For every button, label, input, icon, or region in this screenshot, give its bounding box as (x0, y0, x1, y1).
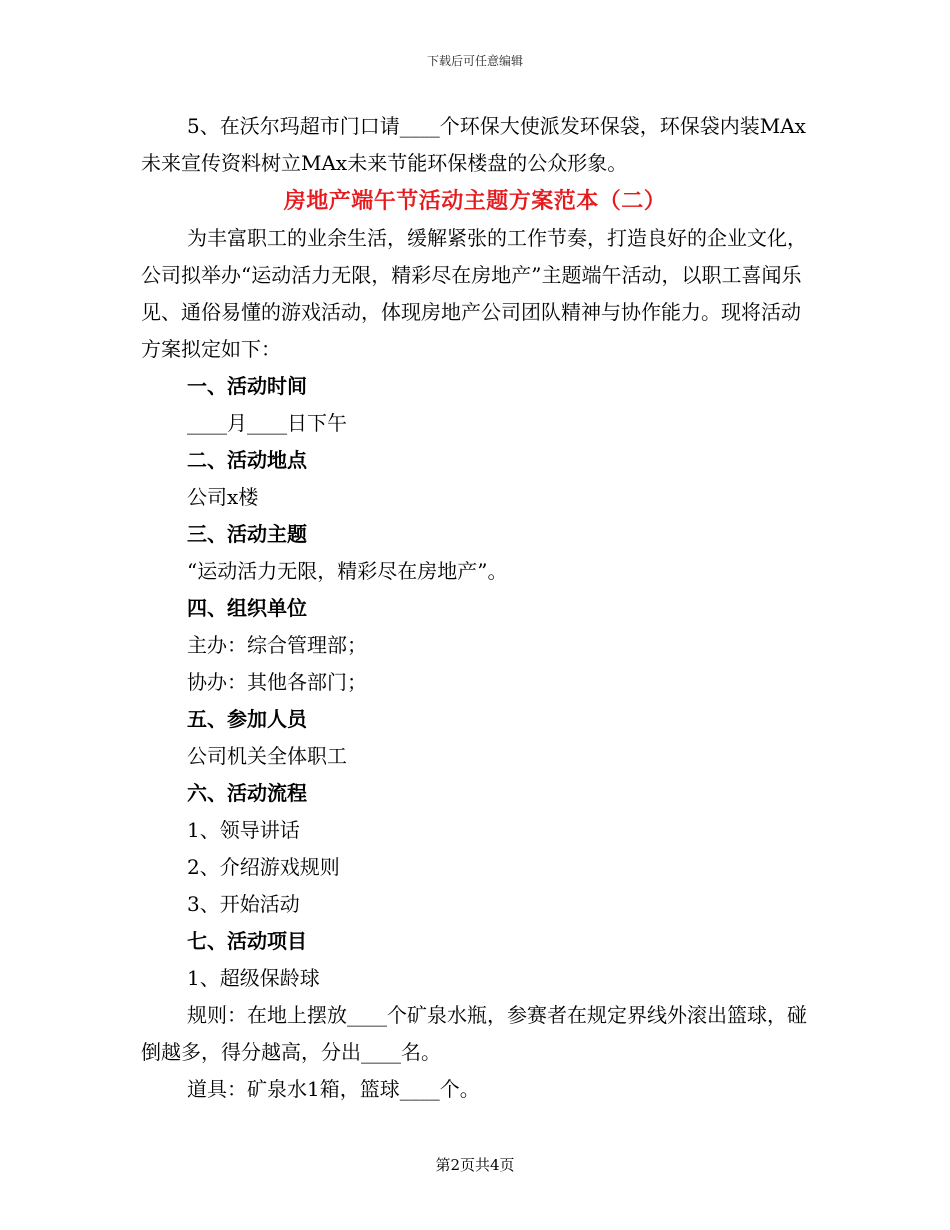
page-footer: 第2页共4页 (435, 1156, 515, 1174)
flow-step-3: 3、开始活动 (187, 892, 300, 916)
section-heading-theme: 三、活动主题 (187, 522, 307, 546)
flow-step-2: 2、介绍游戏规则 (187, 855, 340, 879)
section-text-theme: “运动活力无限，精彩尽在房地产”。 (187, 559, 508, 583)
page-header: 下载后可任意编辑 (426, 54, 523, 68)
item-1-title: 1、超级保龄球 (187, 966, 320, 990)
item-1-props: 道具：矿泉水1箱，篮球____个。 (187, 1077, 480, 1101)
section-heading-organizer: 四、组织单位 (187, 596, 307, 620)
section-heading-time: 一、活动时间 (187, 374, 307, 398)
section-text-host: 主办：综合管理部； (187, 633, 367, 657)
section-text-participants: 公司机关全体职工 (187, 744, 347, 768)
section-text-place: 公司x楼 (187, 485, 259, 509)
intro-paragraph: 为丰富职工的业余生活，缓解紧张的工作节奏，打造良好的企业文化，公司拟举办“运动活力无限，精彩尽在房地产”主题端午活动，以职工喜闻乐见、通俗易懂的游戏活动，体现房地产公司团队精神与协作能力。现将活动方案拟定如下： (141, 226, 807, 361)
section-heading-items: 七、活动项目 (187, 929, 307, 953)
section-heading-place: 二、活动地点 (187, 448, 307, 472)
section-text-time: ____月____日下午 (187, 411, 347, 435)
prev-item-paragraph: 5、在沃尔玛超市门口请____个环保大使派发环保袋，环保袋内装MAx未来宣传资料树立MAx未来节能环保楼盘的公众形象。 (141, 114, 806, 175)
section-heading-flow: 六、活动流程 (187, 781, 307, 805)
document-title: 房地产端午节活动主题方案范本（二） (283, 188, 667, 214)
section-heading-participants: 五、参加人员 (187, 707, 307, 731)
document-body (141, 108, 809, 1108)
flow-step-1: 1、领导讲话 (187, 818, 300, 842)
item-1-rules: 规则：在地上摆放____个矿泉水瓶，参赛者在规定界线外滚出篮球，碰倒越多，得分越高，分出____名。 (141, 1003, 807, 1064)
section-text-cohost: 协办：其他各部门； (187, 670, 367, 694)
